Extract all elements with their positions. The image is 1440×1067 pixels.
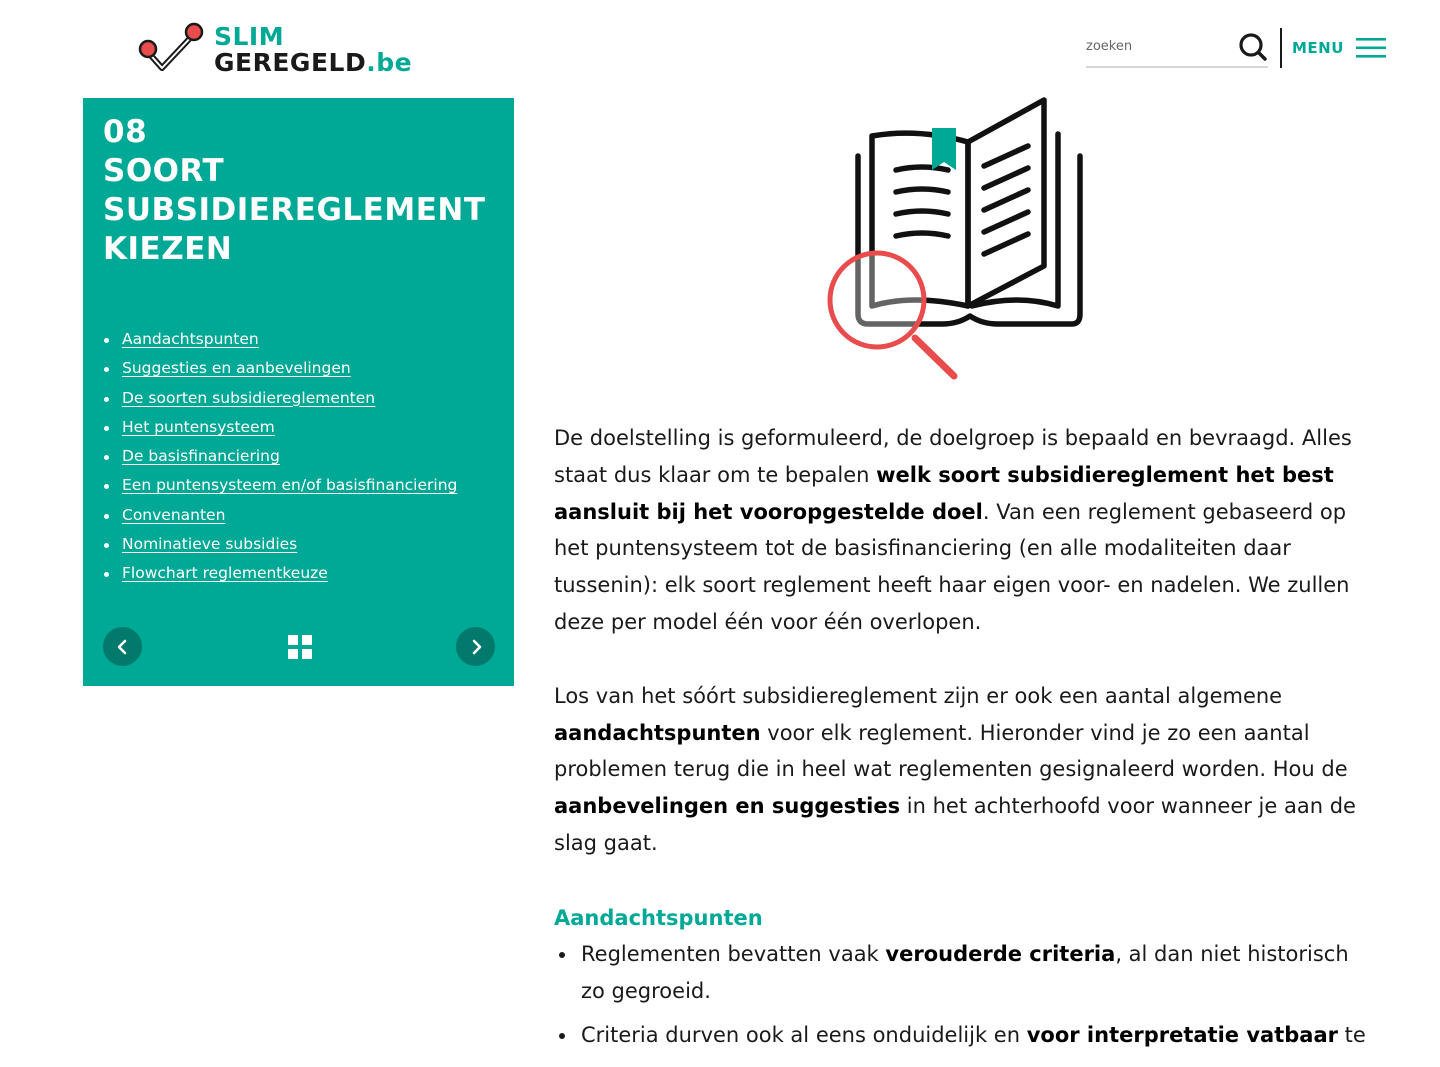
header-divider [1280,28,1282,68]
toc-link-puntensysteem[interactable]: Het puntensysteem [122,417,275,436]
chevron-left-icon [116,639,130,655]
aandachtspunten-list [554,936,1374,1054]
toc-link-suggesties[interactable]: Suggesties en aanbevelingen [122,359,351,378]
p2-bold-1: aandachtspunten [554,720,761,745]
chapter-toc [103,326,457,590]
next-chapter-button[interactable] [456,627,495,666]
chapter-number: 08 [103,114,148,150]
search-icon[interactable] [1238,32,1268,62]
previous-chapter-button[interactable] [103,627,142,666]
article-body [554,420,1374,1062]
toc-item [103,443,457,472]
chevron-right-icon [469,639,483,655]
search-bar [1086,28,1268,68]
site-logo[interactable] [138,20,428,80]
toc-item [103,502,457,531]
logo-line2-text: GEREGELD [214,48,367,77]
book-magnifier-icon [822,94,1092,386]
toc-link-soorten[interactable]: De soorten subsidiereglementen [122,388,376,407]
menu-button[interactable] [1292,34,1386,62]
overview-button[interactable] [287,634,313,660]
logo-tld: .be [366,48,413,77]
toc-item [103,326,457,355]
intro-text-2: . Van een reglement gebaseerd op het puntensysteem tot de basisfinanciering (en alle modaliteiten daar tussenin): elk soort reglement heeft haar eigen voor- en nadelen. We zullen deze per model één voor één overlopen. [554,499,1350,634]
toc-item [103,560,457,589]
intro-paragraph [554,420,1374,641]
p2-text-2: voor elk reglement. Hieronder vind je zo een aantal problemen terug die in heel wat reglementen gesignaleerd worden. Hou de [554,720,1348,782]
search-input[interactable] [1086,34,1226,58]
bullet-text: , al dan niet historisch zo gegroeid. [581,941,1349,1003]
logo-line1: SLIM [214,22,285,51]
intro-text-1: De doelstelling is geformuleerd, de doelgroep is bepaald en bevraagd. Alles staat dus klaar om te bepalen [554,426,1352,487]
list-item [554,1017,1374,1054]
p2-text-3: in het achterhoofd voor wanneer je aan de slag gaat. [554,794,1356,855]
toc-item [103,414,457,443]
toc-link-combinatie[interactable]: Een puntensysteem en/of basisfinanciering [122,476,458,495]
toc-link-aandachtspunten[interactable]: Aandachtspunten [122,330,259,348]
grid-icon [287,634,313,660]
bullet-text: te [1337,1023,1366,1048]
logo-wordmark [214,24,412,76]
chapter-panel [83,98,514,686]
bullet-text: Reglementen bevatten vaak [581,941,886,966]
p2-bold-2: aanbevelingen en suggesties [554,794,901,819]
second-paragraph [554,678,1374,862]
checkmark-logo-icon [138,20,210,80]
bullet-bold: verouderde criteria [885,941,1116,966]
menu-label: MENU [1292,39,1344,57]
list-item [554,936,1374,1010]
toc-link-basisfinanciering[interactable]: De basisfinanciering [122,447,280,466]
bullet-bold: voor interpretatie vatbaar [1026,1023,1338,1048]
logo-line2 [214,50,412,76]
chapter-title: SOORT SUBSIDIEREGLEMENT KIEZEN [103,153,486,267]
hamburger-icon [1356,37,1386,59]
toc-item [103,472,457,501]
toc-item [103,531,457,560]
toc-item [103,355,457,384]
bullet-text: Criteria durven ook al eens onduidelijk en [581,1023,1027,1048]
intro-bold-1: welk soort subsidiereglement het best aansluit bij het vooropgestelde doel [554,462,1334,524]
toc-link-nominatieve-subsidies[interactable]: Nominatieve subsidies [122,535,298,554]
toc-link-convenanten[interactable]: Convenanten [122,505,226,524]
toc-item [103,385,457,414]
section-heading-aandachtspunten: Aandachtspunten [554,905,763,930]
toc-link-flowchart[interactable]: Flowchart reglementkeuze [122,564,328,583]
p2-text-1: Los van het sóórt subsidiereglement zijn er ook een aantal algemene [554,683,1283,708]
